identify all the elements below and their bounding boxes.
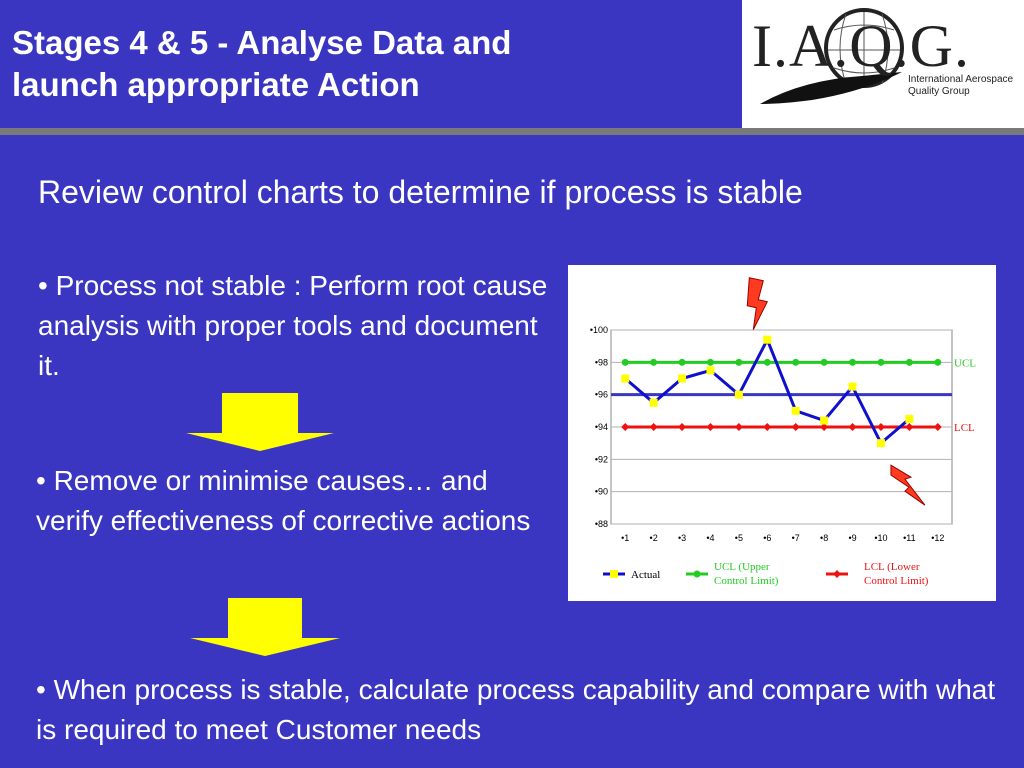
ucl-marker bbox=[821, 359, 828, 366]
control-chart bbox=[568, 265, 996, 601]
x-tick-label: •2 bbox=[649, 533, 658, 543]
actual-marker bbox=[763, 336, 771, 344]
x-tick-label: •4 bbox=[706, 533, 715, 543]
ucl-label: UCL bbox=[954, 357, 976, 370]
legend-ucl-label-1: UCL (Upper bbox=[714, 561, 770, 573]
bullet-remove-causes: • Remove or minimise causes… and verify effectiveness of corrective actions bbox=[36, 465, 531, 536]
actual-marker bbox=[877, 439, 885, 447]
ucl-marker bbox=[792, 359, 799, 366]
ucl-marker bbox=[849, 359, 856, 366]
legend-lcl-label-2: Control Limit) bbox=[864, 575, 929, 587]
y-tick-label: •94 bbox=[594, 422, 608, 432]
slide-title-line1: Stages 4 & 5 - Analyse Data and bbox=[12, 24, 512, 61]
ucl-marker bbox=[679, 359, 686, 366]
lightning-icon bbox=[747, 278, 767, 330]
legend-actual-label: Actual bbox=[631, 569, 661, 581]
y-tick-label: •98 bbox=[594, 357, 608, 368]
y-tick-label: •92 bbox=[594, 454, 608, 465]
logo-subtitle-line1: International Aerospace bbox=[908, 74, 1014, 85]
x-tick-label: •5 bbox=[734, 533, 743, 543]
actual-marker bbox=[621, 375, 629, 383]
x-tick-label: •11 bbox=[903, 533, 916, 543]
ucl-marker bbox=[764, 359, 771, 366]
bullet-process-not-stable: • Process not stable : Perform root cause analysis with proper tools and document it. bbox=[38, 270, 548, 381]
iaqg-logo bbox=[742, 0, 1024, 128]
legend-lcl-marker bbox=[833, 570, 841, 578]
actual-marker bbox=[905, 415, 913, 423]
ucl-marker bbox=[906, 359, 913, 366]
actual-marker bbox=[678, 375, 686, 383]
x-tick-label: •3 bbox=[677, 533, 687, 543]
actual-marker bbox=[792, 407, 800, 415]
actual-marker bbox=[735, 391, 743, 399]
bullet-process-stable: • When process is stable, calculate process capability and compare with what is required to meet Customer needs bbox=[36, 674, 996, 745]
ucl-marker bbox=[934, 359, 941, 366]
down-arrow-icon bbox=[186, 393, 334, 451]
y-tick-label: •88 bbox=[594, 519, 608, 529]
ucl-marker bbox=[735, 359, 742, 366]
slide-title bbox=[12, 22, 732, 106]
logo-subtitle-line2: Quality Group bbox=[908, 86, 970, 97]
y-tick-label: •90 bbox=[594, 486, 608, 497]
logo-letters: I.A.Q.G. bbox=[752, 13, 970, 79]
ucl-marker bbox=[650, 359, 657, 366]
control-chart-svg bbox=[568, 265, 996, 601]
lcl-label: LCL bbox=[954, 422, 975, 434]
x-tick-label: •6 bbox=[763, 533, 772, 543]
y-tick-label: •100 bbox=[589, 325, 608, 335]
actual-marker bbox=[650, 399, 658, 407]
actual-marker bbox=[706, 366, 714, 374]
title-divider bbox=[0, 128, 1024, 135]
x-tick-label: •9 bbox=[848, 533, 857, 543]
x-tick-label: •1 bbox=[621, 533, 630, 543]
legend-ucl-label-2: Control Limit) bbox=[714, 575, 779, 587]
x-tick-label: •7 bbox=[791, 533, 800, 543]
actual-marker bbox=[849, 383, 857, 391]
slide-title-line2: launch appropriate Action bbox=[12, 66, 420, 103]
ucl-marker bbox=[877, 359, 884, 366]
x-tick-label: •12 bbox=[931, 533, 945, 543]
down-arrow-icon bbox=[190, 598, 340, 656]
actual-marker bbox=[820, 417, 828, 425]
ucl-marker bbox=[707, 359, 714, 366]
subtitle: Review control charts to determine if process is stable bbox=[38, 174, 803, 210]
x-tick-label: •10 bbox=[874, 533, 888, 543]
logo-subtitle bbox=[908, 74, 1013, 98]
legend-lcl-label-1: LCL (Lower bbox=[864, 561, 920, 573]
x-tick-label: •8 bbox=[820, 533, 829, 543]
y-tick-label: •96 bbox=[594, 389, 608, 400]
legend-ucl-marker bbox=[694, 571, 701, 578]
legend-actual-marker bbox=[610, 570, 618, 578]
ucl-marker bbox=[622, 359, 629, 366]
